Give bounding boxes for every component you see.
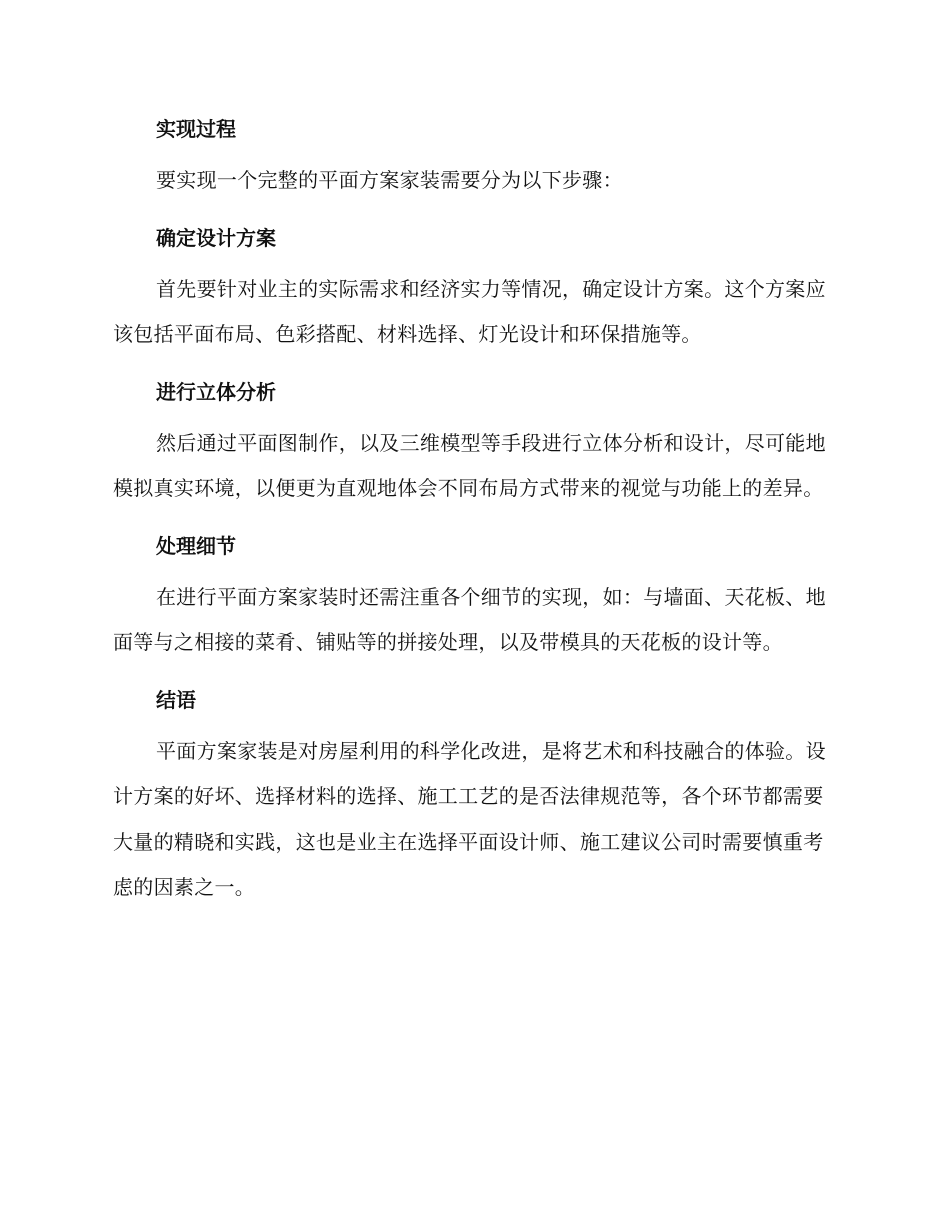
- section-paragraph: 平面方案家装是对房屋利用的科学化改进，是将艺术和科技融合的体验。设计方案的好坏、选择材料的选择、施工工艺的是否法律规范等，各个环节都需要大量的精晓和实践，这也是业主在选择平面设计师、施工建议公司时需要慎重考虑的因素之一。: [113, 738, 826, 899]
- section-paragraph: 然后通过平面图制作，以及三维模型等手段进行立体分析和设计，尽可能地模拟真实环境，以便更为直观地体会不同布局方式带来的视觉与功能上的差异。: [113, 430, 826, 500]
- section-heading: 确定设计方案: [156, 225, 276, 250]
- section-paragraph: 要实现一个完整的平面方案家装需要分为以下步骤：: [156, 168, 623, 192]
- document-page: [113, 112, 833, 911]
- section-paragraph: 首先要针对业主的实际需求和经济实力等情况，确定设计方案。这个方案应该包括平面布局、色彩搭配、材料选择、灯光设计和环保措施等。: [113, 276, 826, 346]
- section-heading: 结语: [156, 687, 196, 712]
- section-paragraph: 在进行平面方案家装时还需注重各个细节的实现，如：与墙面、天花板、地面等与之相接的菜肴、铺贴等的拼接处理，以及带模具的天花板的设计等。: [113, 584, 826, 654]
- section-heading: 处理细节: [156, 533, 236, 558]
- section-heading: 实现过程: [156, 117, 236, 141]
- section-heading: 进行立体分析: [156, 379, 276, 404]
